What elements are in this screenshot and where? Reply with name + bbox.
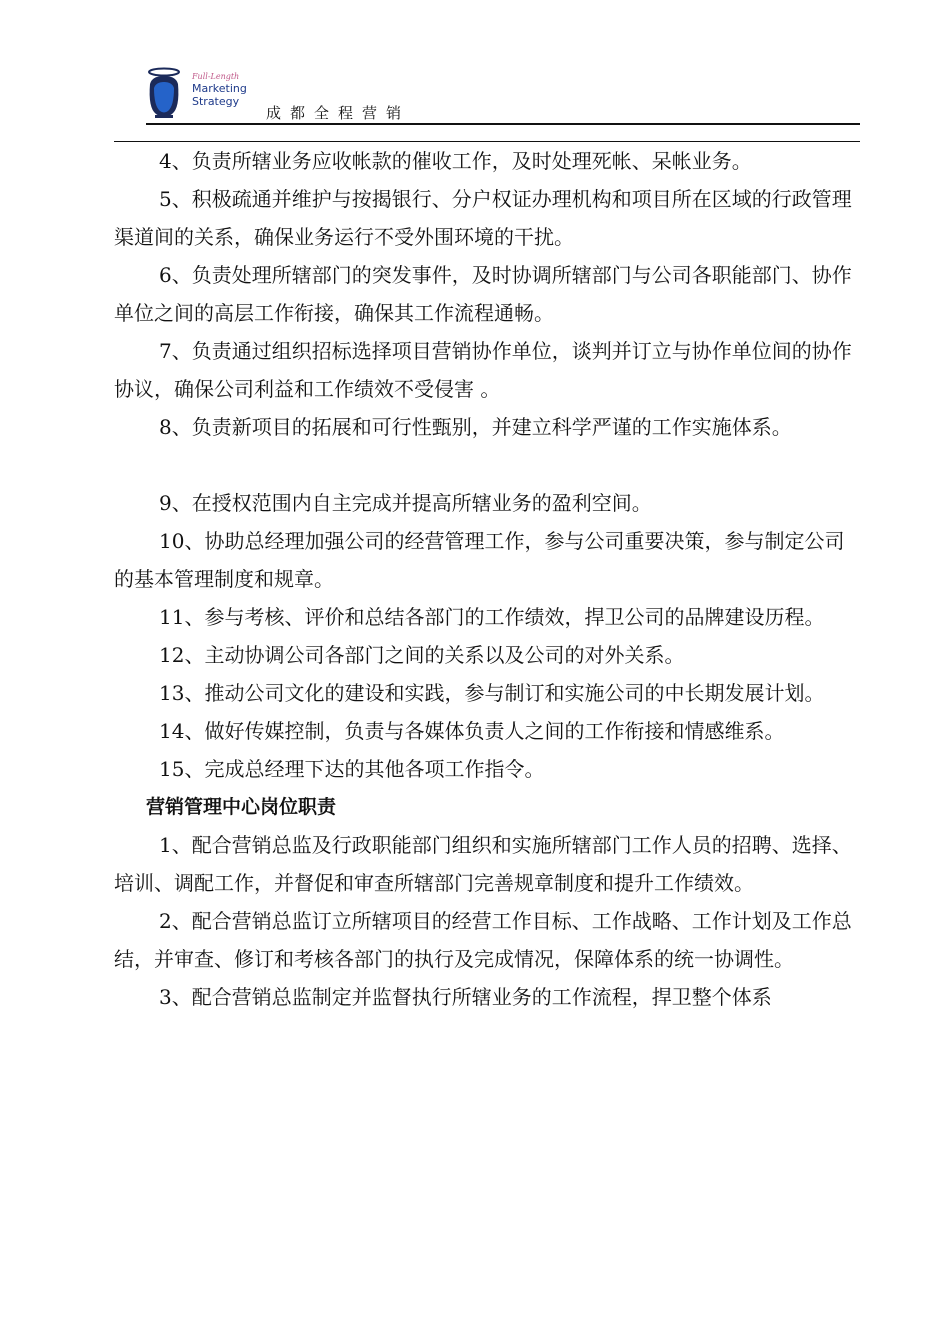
logo-text-strategy: Strategy bbox=[192, 95, 240, 108]
duty-paragraph: 14、做好传媒控制，负责与各媒体负责人之间的工作衔接和情感维系。 bbox=[159, 719, 785, 743]
section-heading: 营销管理中心岗位职责 bbox=[146, 796, 337, 818]
duty-paragraph: 13、推动公司文化的建设和实践，参与制订和实施公司的中长期发展计划。 bbox=[159, 681, 825, 705]
duty-paragraph: 7、负责通过组织招标选择项目营销协作单位，谈判并订立与协作单位间的协作协议，确保公司利益和工作绩效不受侵害 。 bbox=[114, 339, 852, 401]
duty-paragraph: 11、参与考核、评价和总结各部门的工作绩效，捍卫公司的品牌建设历程。 bbox=[159, 605, 825, 629]
logo-text-marketing: Marketing bbox=[192, 82, 247, 95]
duty-paragraph: 8、负责新项目的拓展和可行性甄别，并建立科学严谨的工作实施体系。 bbox=[159, 415, 792, 439]
section-duty-paragraph: 1、配合营销总监及行政职能部门组织和实施所辖部门工作人员的招聘、选择、培训、调配工作，并督促和审查所辖部门完善规章制度和提升工作绩效。 bbox=[114, 833, 852, 895]
duty-paragraph: 9、在授权范围内自主完成并提高所辖业务的盈利空间。 bbox=[159, 491, 652, 515]
logo-tagline: Full-Length bbox=[192, 72, 240, 81]
duty-paragraph: 10、协助总经理加强公司的经营管理工作，参与公司重要决策，参与制定公司的基本管理制度和规章。 bbox=[114, 529, 845, 591]
header-divider bbox=[146, 123, 860, 125]
section-duty-paragraph: 3、配合营销总监制定并监督执行所辖业务的工作流程，捍卫整个体系 bbox=[159, 985, 772, 1009]
document-body bbox=[114, 142, 862, 1016]
duty-paragraph: 4、负责所辖业务应收帐款的催收工作，及时处理死帐、呆帐业务。 bbox=[159, 149, 752, 173]
section-duty-paragraph: 2、配合营销总监订立所辖项目的经营工作目标、工作战略、工作计划及工作总结，并审查、修订和考核各部门的执行及完成情况，保障体系的统一协调性。 bbox=[114, 909, 852, 971]
page-header bbox=[140, 60, 860, 130]
duty-paragraph: 5、积极疏通并维护与按揭银行、分户权证办理机构和项目所在区域的行政管理渠道间的关系，确保业务运行不受外围环境的干扰。 bbox=[114, 187, 852, 249]
duty-paragraph: 15、完成总经理下达的其他各项工作指令。 bbox=[159, 757, 545, 781]
duty-paragraph: 6、负责处理所辖部门的突发事件，及时协调所辖部门与公司各职能部门、协作单位之间的高层工作衔接，确保其工作流程通畅。 bbox=[114, 263, 852, 325]
logo-head-icon bbox=[142, 64, 190, 120]
company-name: 成都全程营销 bbox=[266, 104, 411, 122]
duty-paragraph: 12、主动协调公司各部门之间的关系以及公司的对外关系。 bbox=[159, 643, 685, 667]
